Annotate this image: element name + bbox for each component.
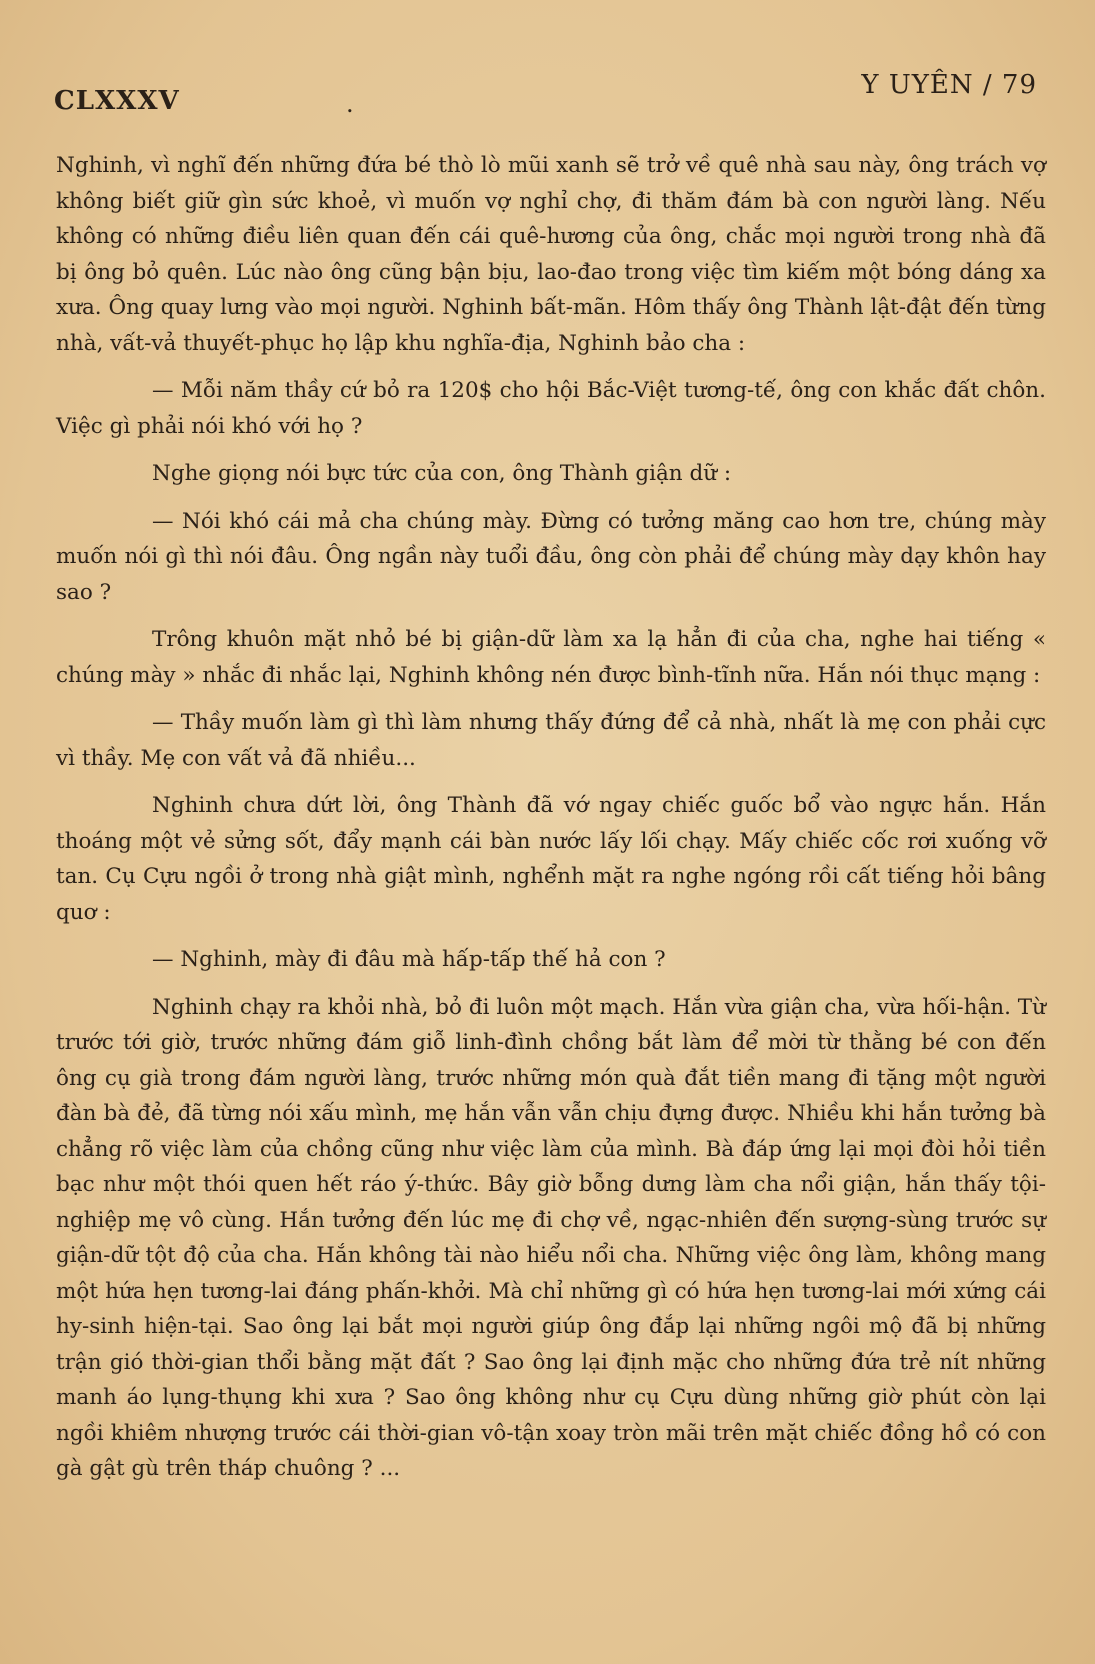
paragraph: Nghinh chạy ra khỏi nhà, bỏ đi luôn một mạch. Hắn vừa giận cha, vừa hối-hận. Từ trước tới giờ, trước những đám giỗ linh-đình chồng bắt làm để mời từ thằng bé con đến ông cụ già trong đám người làng, trước những món quà đắt tiền mang đi tặng một người đàn bà đẻ, đã từng nói xấu mình, mẹ hắn vẫn vẫn chịu đựng được. Nhiều khi hắn tưởng bà chẳng rõ việc làm của chồng cũng như việc làm của mình. Bà đáp ứng lại mọi đòi hỏi tiền bạc như một thói quen hết ráo ý-thức. Bây giờ bỗng dưng làm cha nổi giận, hắn thấy tội-nghiệp mẹ vô cùng. Hắn tưởng đến lúc mẹ đi chợ về, ngạc-nhiên đến sượng-sùng trước sự giận-dữ tột độ của cha. Hắn không tài nào hiểu nổi cha. Những việc ông làm, không mang một hứa hẹn tương-lai đáng phấn-khởi. Mà chỉ những gì có hứa hẹn tương-lai mới xứng cái hy-sinh hiện-tại. Sao ông lại bắt mọi người giúp ông đắp lại những ngôi mộ đã bị những trận gió thời-gian thổi bằng mặt đất ? Sao ông lại định mặc cho những đứa trẻ nít những manh áo lụng-thụng khi xưa ? Sao ông không như cụ Cựu dùng những giờ phút còn lại ngồi khiêm nhượng trước cái thời-gian vô-tận xoay tròn mãi trên mặt chiếc đồng hồ có con gà gật gù trên tháp chuông ? ... [56,994,1046,1481]
paragraph: Nghinh, vì nghĩ đến những đứa bé thò lò mũi xanh sẽ trở về quê nhà sau này, ông trách vợ không biết giữ gìn sức khoẻ, vì muốn vợ nghỉ chợ, đi thăm đám bà con người làng. Nếu không có những điều liên quan đến cái quê-hương của ông, chắc mọi người trong nhà đã bị ông bỏ quên. Lúc nào ông cũng bận bịu, lao-đao trong việc tìm kiếm một bóng dáng xa xưa. Ông quay lưng vào mọi người. Nghinh bất-mãn. Hôm thấy ông Thành lật-đật đến từng nhà, vất-vả thuyết-phục họ lập khu nghĩa-địa, Nghinh bảo cha : [56,153,1046,356]
chapter-number: CLXXXV [54,86,180,116]
paragraph: Trông khuôn mặt nhỏ bé bị giận-dữ làm xa lạ hẳn đi của cha, nghe hai tiếng « chúng mày » nhắc đi nhắc lại, Nghinh không nén được bình-tĩnh nữa. Hắn nói thục mạng : [56,627,1046,688]
dialogue-line: — Nói khó cái mả cha chúng mày. Đừng có tưởng măng cao hơn tre, chúng mày muốn nói gì thì nói đâu. Ông ngần này tuổi đầu, ông còn phải để chúng mày dạy khôn hay sao ? [56,508,1046,605]
header-dot: . [346,90,354,118]
running-header: Y UYÊN / 79 [861,70,1037,100]
dialogue-line: — Mỗi năm thầy cứ bỏ ra 120$ cho hội Bắc-Việt tương-tế, ông con khắc đất chôn. Việc gì phải nói khó với họ ? [56,378,1046,439]
paragraph: Nghinh chưa dứt lời, ông Thành đã vớ ngay chiếc guốc bổ vào ngực hắn. Hắn thoáng một vẻ sửng sốt, đẩy mạnh cái bàn nước lấy lối chạy. Mấy chiếc cốc rơi xuống vỡ tan. Cụ Cựu ngồi ở trong nhà giật mình, nghểnh mặt ra nghe ngóng rồi cất tiếng hỏi bâng quơ : [56,793,1046,925]
paragraph: Nghe giọng nói bực tức của con, ông Thành giận dữ : [152,461,732,486]
body-text [56,148,1046,1499]
dialogue-line: — Thầy muốn làm gì thì làm nhưng thấy đứng để cả nhà, nhất là mẹ con phải cực vì thầy. Mẹ con vất vả đã nhiều... [56,710,1046,771]
dialogue-line: — Nghinh, mày đi đâu mà hấp-tấp thế hả con ? [152,947,666,972]
